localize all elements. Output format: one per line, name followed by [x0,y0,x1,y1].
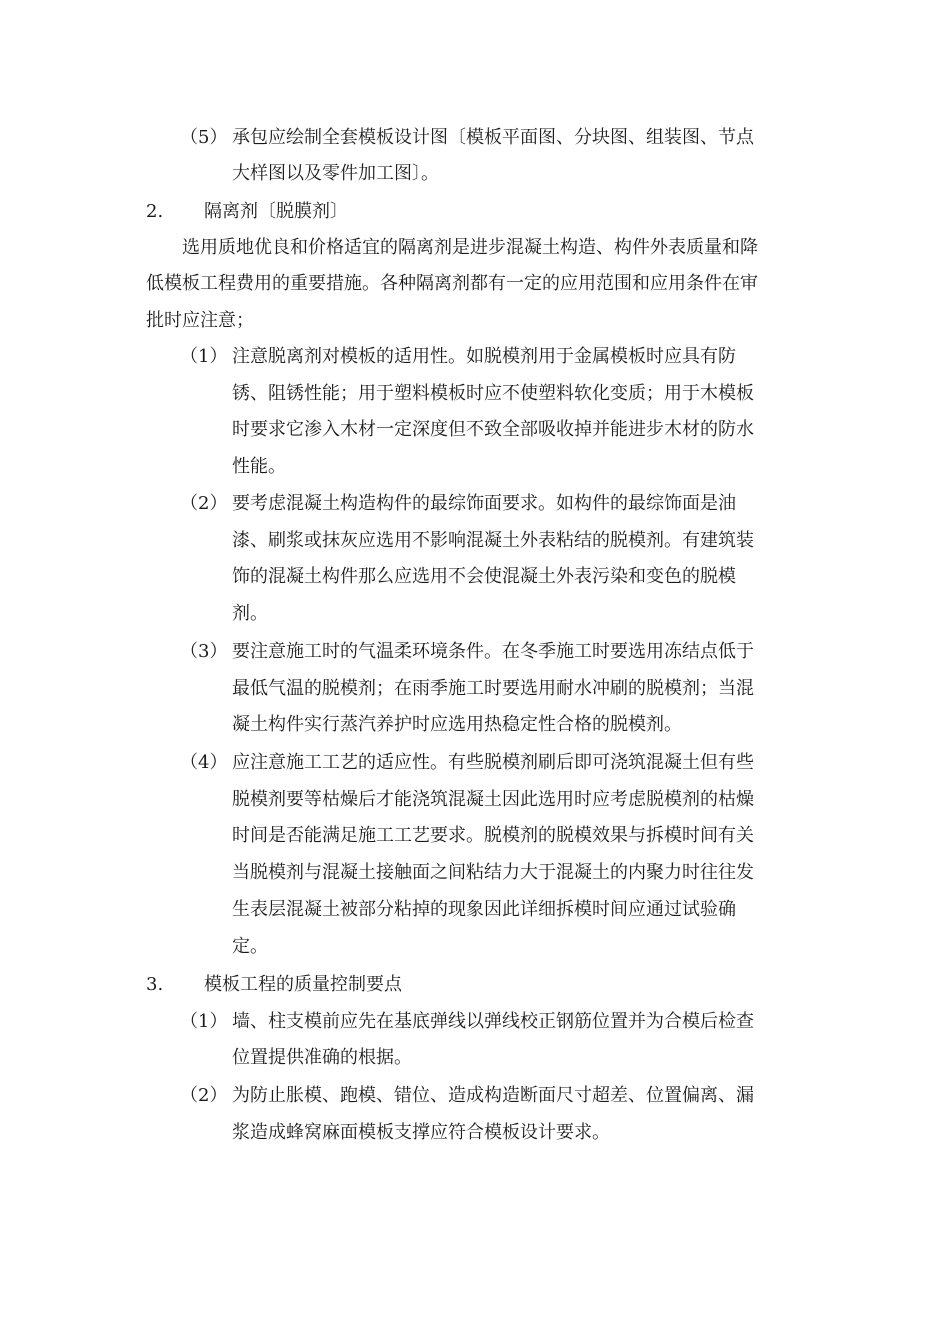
item-text-line: 要考虑混凝土构造构件的最综饰面要求。如构件的最综饰面是油 [232,493,736,514]
section-title: 模板工程的质量控制要点 [204,974,402,995]
item-text-line: 性能。 [232,456,286,477]
section-number: 3. [146,974,164,995]
item-text-line: 要注意施工时的气温柔环境条件。在冬季施工时要选用冻结点低于 [232,641,754,662]
paragraph-line: 低模板工程费用的重要措施。各种隔离剂都有一定的应用范围和应用条件在审 [146,273,758,294]
item-text-line: 时要求它渗入木材一定深度但不致全部吸收掉并能进步木材的防水 [232,419,754,440]
item-text-line: 时间是否能满足施工工艺要求。脱模剂的脱模效果与拆模时间有关 [232,825,754,846]
item-text-line: 浆造成蜂窝麻面模板支撑应符合模板设计要求。 [232,1122,610,1143]
item-marker: （4） [180,752,228,773]
paragraph-line: 批时应注意； [146,310,254,331]
item-text-line: 生表层混凝土被部分粘掉的现象因此详细拆模时间应通过试验确 [232,899,736,920]
section-title: 隔离剂〔脱膜剂〕 [204,201,348,222]
item-text-line: 大样图以及零件加工图〕。 [232,163,439,184]
item-text-line: 饰的混凝土构件那么应选用不会使混凝土外表污染和变色的脱模 [232,566,736,587]
item-text-line: 脱模剂要等枯燥后才能浇筑混凝土因此选用时应考虑脱模剂的枯燥 [232,789,754,810]
item-marker: （3） [180,641,228,662]
item-marker: （1） [180,1011,228,1032]
item-text-line: 锈、阻锈性能；用于塑料模板时应不使塑料软化变质；用于木模板 [232,383,754,404]
item-text-line: 定。 [232,936,268,957]
item-marker: （5） [180,127,228,148]
item-text-line: 墙、柱支模前应先在基底弹线以弹线校正钢筋位置并为合模后检查 [232,1011,754,1032]
item-text-line: 最低气温的脱模剂；在雨季施工时要选用耐水冲刷的脱模剂；当混 [232,678,754,699]
item-marker: （1） [180,346,228,367]
item-text-line: 注意脱离剂对模板的适用性。如脱模剂用于金属模板时应具有防 [232,346,736,367]
item-text-line: 剂。 [232,603,268,624]
section-number: 2. [146,201,164,222]
item-text-line: 承包应绘制全套模板设计图〔模板平面图、分块图、组装图、节点 [232,127,754,148]
item-text-line: 为防止胀模、跑模、错位、造成构造断面尺寸超差、位置偏离、漏 [232,1085,754,1106]
item-text-line: 当脱模剂与混凝土接触面之间粘结力大于混凝土的内聚力时往往发 [232,862,754,883]
paragraph-line: 选用质地优良和价格适宜的隔离剂是进步混凝土构造、构件外表质量和降 [182,237,758,258]
item-marker: （2） [180,1085,228,1106]
item-text-line: 位置提供准确的根据。 [232,1047,412,1068]
item-text-line: 漆、刷浆或抹灰应选用不影响混凝土外表粘结的脱模剂。有建筑装 [232,530,754,551]
item-marker: （2） [180,493,228,514]
item-text-line: 凝土构件实行蒸汽养护时应选用热稳定性合格的脱模剂。 [232,714,682,735]
item-text-line: 应注意施工工艺的适应性。有些脱模剂刷后即可浇筑混凝土但有些 [232,752,754,773]
